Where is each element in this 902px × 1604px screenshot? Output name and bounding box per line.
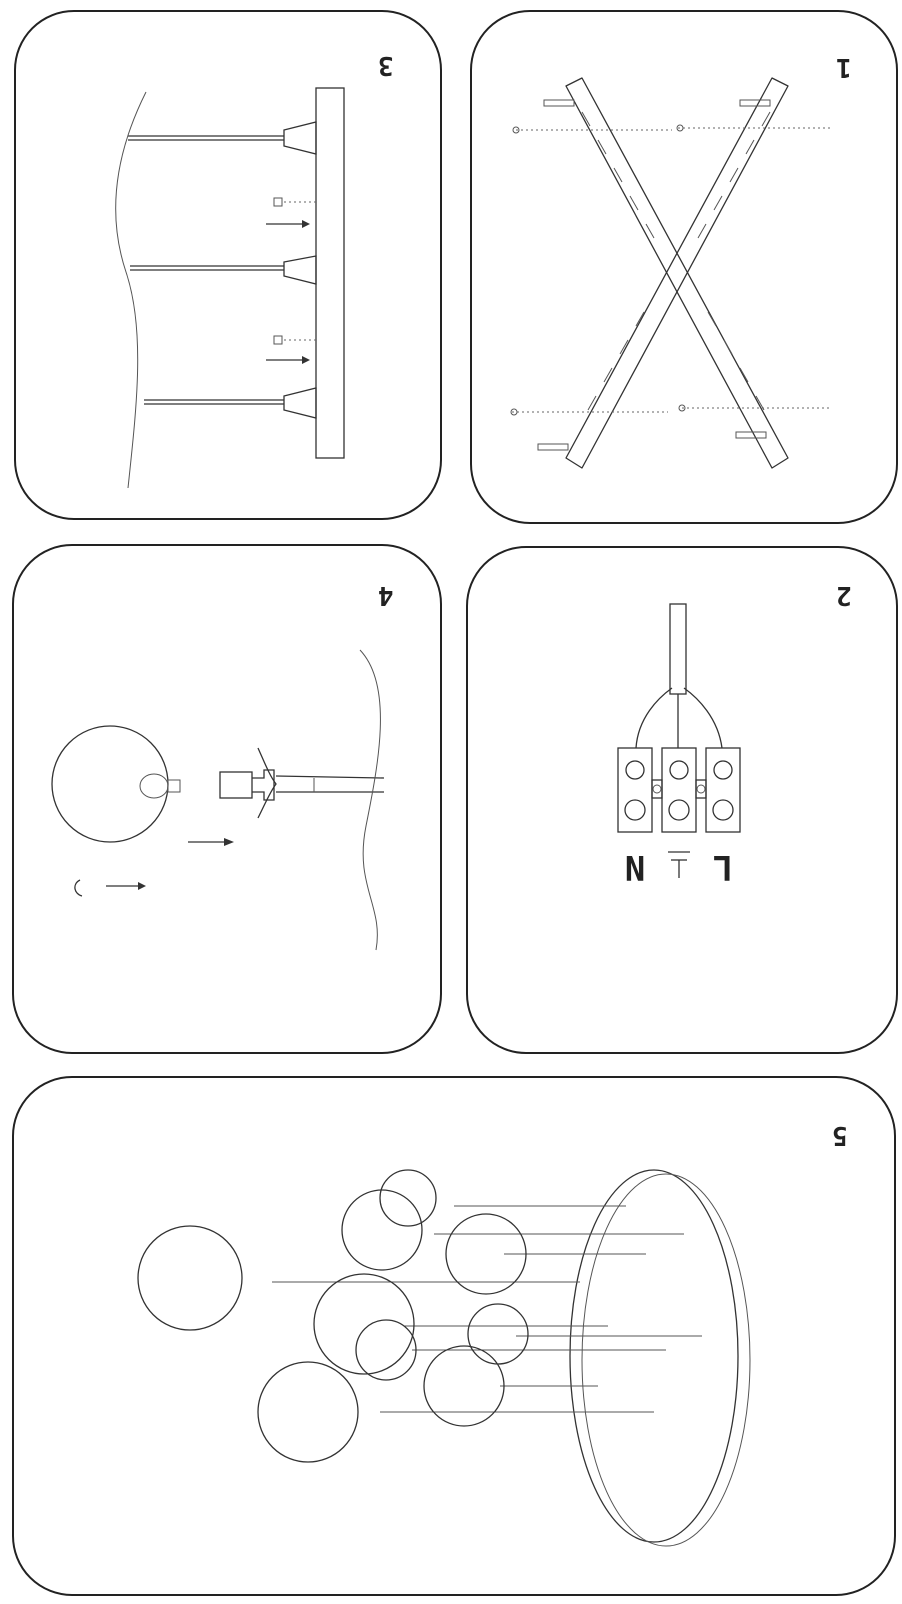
globe <box>314 1274 414 1374</box>
mounting-screws <box>511 100 832 450</box>
earth-symbol <box>668 852 690 878</box>
rods <box>272 1206 702 1412</box>
step-2-panel <box>466 546 898 1054</box>
step-number: 3 <box>378 50 394 80</box>
step-3-panel <box>14 10 442 520</box>
lamp-holder <box>258 748 276 818</box>
terminal-block <box>618 748 740 832</box>
ceiling-line <box>360 650 380 950</box>
glass-globe <box>52 726 168 842</box>
wire-right <box>684 688 722 748</box>
step-number: 1 <box>836 52 852 82</box>
screw <box>274 336 282 344</box>
bulb-installation-diagram <box>14 546 444 1056</box>
screw <box>274 198 282 206</box>
canopy-disc <box>570 1170 738 1542</box>
wire-label-n: N <box>624 847 646 887</box>
step-number: 2 <box>836 580 852 610</box>
bulb <box>140 774 168 798</box>
rotate-icon <box>75 880 82 896</box>
step-1-panel <box>470 10 898 524</box>
rod <box>276 776 384 778</box>
globe <box>258 1362 358 1462</box>
globe <box>424 1346 504 1426</box>
globe <box>342 1190 422 1270</box>
wiring-diagram <box>468 548 900 1056</box>
rod-fitting <box>284 388 316 418</box>
step-5-panel <box>12 1076 896 1596</box>
cross-bracket-diagram <box>472 12 900 526</box>
globe <box>138 1226 242 1330</box>
ceiling-line <box>116 92 146 488</box>
step-number: 4 <box>378 580 394 610</box>
glass-globes <box>138 1170 528 1462</box>
globe <box>468 1304 528 1364</box>
step-4-panel <box>12 544 442 1054</box>
globe <box>380 1170 436 1226</box>
canopy-plate <box>316 88 344 458</box>
suspension-rods-diagram <box>16 12 444 522</box>
power-cable <box>670 604 686 694</box>
cross-bracket <box>566 78 788 468</box>
wire-label-l: L <box>712 847 734 887</box>
socket <box>220 772 252 798</box>
rod-fitting <box>284 122 316 154</box>
step-number: 5 <box>832 1120 848 1150</box>
assembled-chandelier-diagram <box>14 1078 898 1598</box>
rod-fitting <box>284 256 316 284</box>
wire-left <box>636 688 672 748</box>
